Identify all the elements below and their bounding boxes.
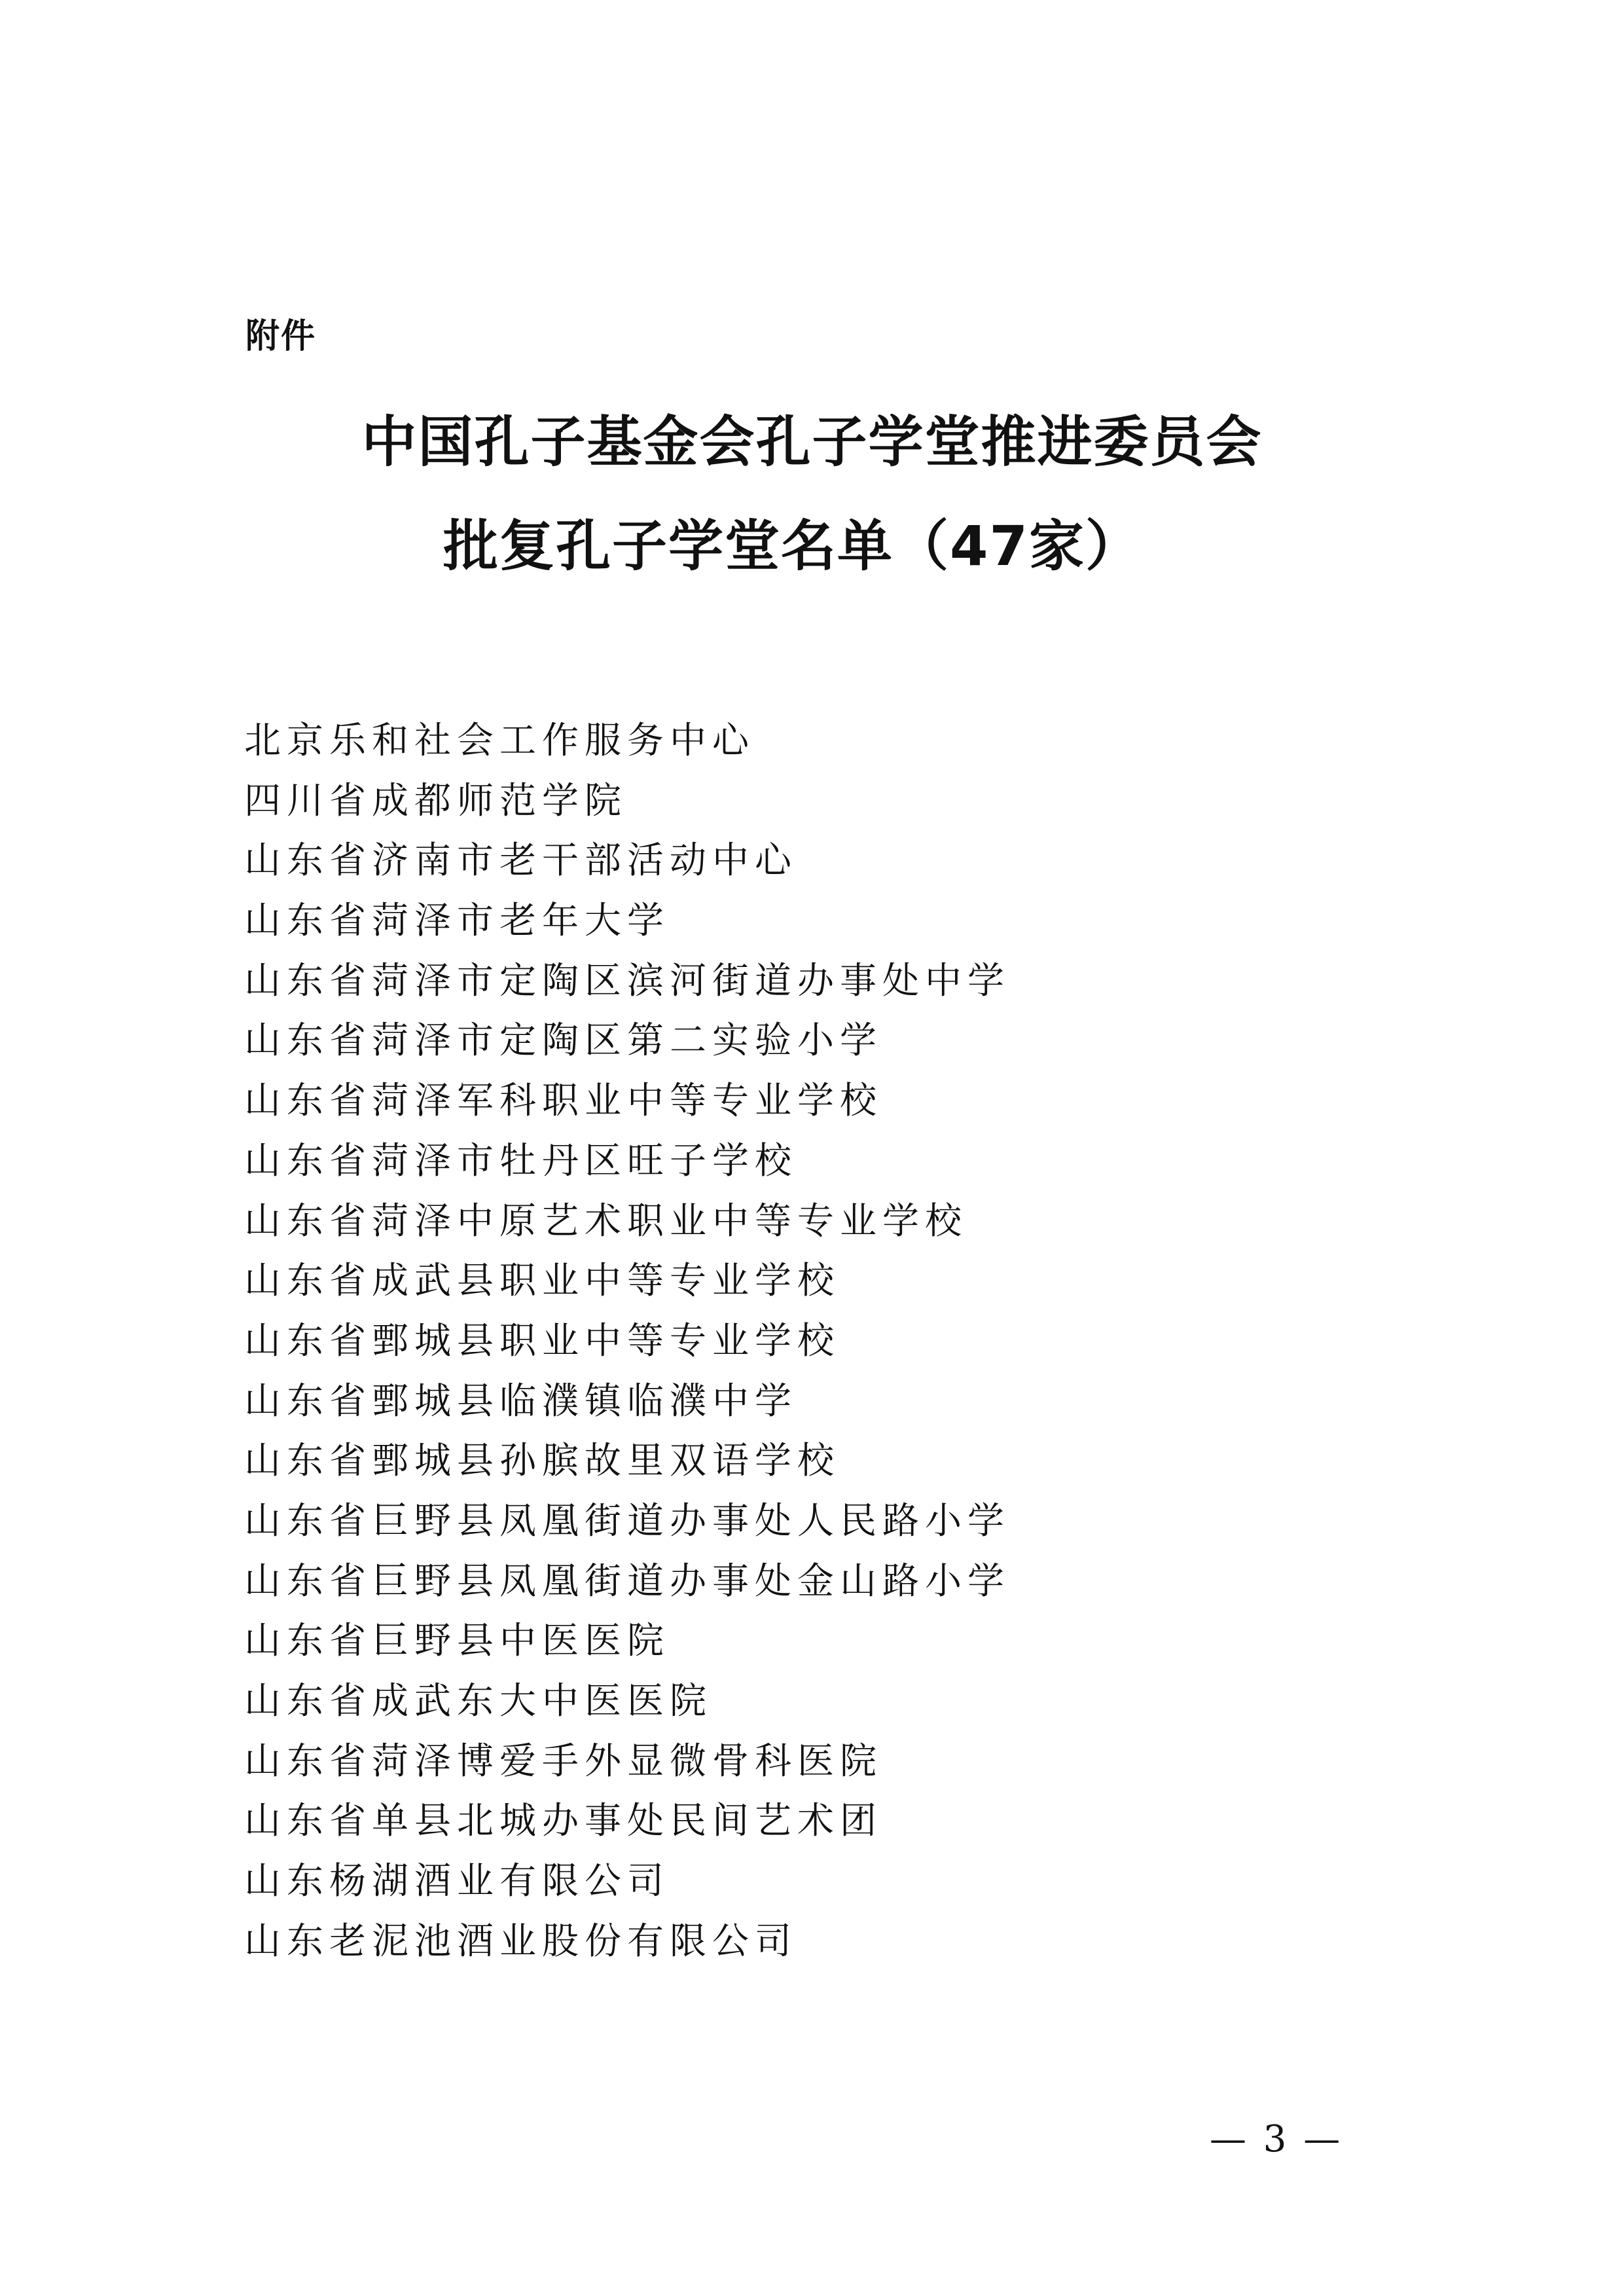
list-item: 山东省菏泽市老年大学 [244, 900, 670, 943]
list-item: 山东省成武县职业中等专业学校 [244, 1260, 840, 1303]
list-item: 山东省菏泽市定陶区第二实验小学 [244, 1019, 882, 1063]
list-item: 山东省菏泽博爱手外显微骨科医院 [244, 1740, 882, 1783]
list-item: 四川省成都师范学院 [244, 779, 627, 822]
document-title-line-1: 中国孔子基金会孔子学堂推进委员会 [361, 410, 1263, 474]
page-number: — 3 — [1210, 2118, 1343, 2160]
organization-list [244, 711, 1010, 1971]
list-item: 山东省菏泽军科职业中等专业学校 [244, 1080, 882, 1123]
document-title-line-2: 批复孔子学堂名单（47家） [443, 514, 1142, 578]
list-item: 山东省鄄城县临濮镇临濮中学 [244, 1379, 797, 1423]
list-item: 山东省鄄城县职业中等专业学校 [244, 1319, 840, 1362]
list-item: 山东省成武东大中医医院 [244, 1680, 712, 1722]
list-item: 山东省单县北城办事处民间艺术团 [244, 1800, 882, 1843]
list-item: 山东省菏泽市定陶区滨河街道办事处中学 [244, 959, 1010, 1002]
list-item: 北京乐和社会工作服务中心 [244, 720, 755, 762]
list-item: 山东省巨野县凤凰街道办事处人民路小学 [244, 1499, 1010, 1542]
list-item: 山东省菏泽中原艺术职业中等专业学校 [244, 1199, 967, 1243]
list-item: 山东省巨野县凤凰街道办事处金山路小学 [244, 1559, 1010, 1603]
list-item: 山东杨湖酒业有限公司 [244, 1860, 670, 1903]
list-item: 山东省鄄城县孙膑故里双语学校 [244, 1440, 840, 1483]
list-item: 山东省巨野县中医医院 [244, 1620, 670, 1663]
attachment-label: 附件 [245, 317, 317, 356]
list-item: 山东省菏泽市牡丹区旺子学校 [244, 1139, 797, 1182]
list-item: 山东省济南市老干部活动中心 [244, 839, 797, 883]
list-item: 山东老泥池酒业股份有限公司 [244, 1920, 797, 1963]
